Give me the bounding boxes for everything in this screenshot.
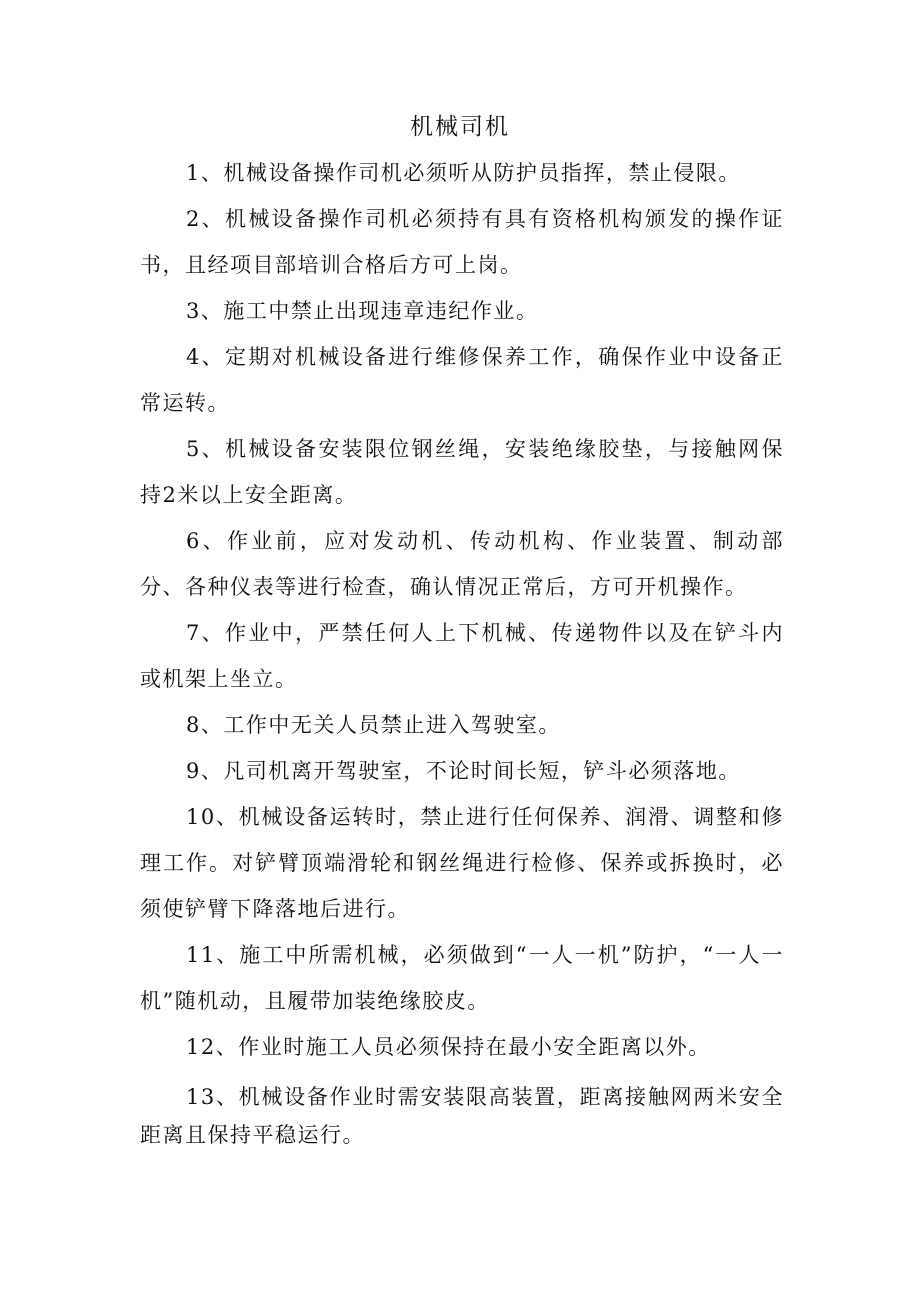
rule-item-5: 5、机械设备安装限位钢丝绳，安装绝缘胶垫，与接触网保持2米以上安全距离。 bbox=[140, 437, 784, 507]
rule-item-9: 9、凡司机离开驾驶室，不论时间长短，铲斗必须落地。 bbox=[186, 759, 741, 783]
rule-item-7: 7、作业中，严禁任何人上下机械、传递物件以及在铲斗内或机架上坐立。 bbox=[140, 621, 784, 691]
rule-item-2: 2、机械设备操作司机必须持有具有资格机构颁发的操作证书，且经项目部培训合格后方可上岗。 bbox=[140, 207, 784, 277]
rule-item-10: 10、机械设备运转时，禁止进行任何保养、润滑、调整和修理工作。对铲臂顶端滑轮和钢丝绳进行检修、保养或拆换时，必须使铲臂下降落地后进行。 bbox=[140, 805, 784, 921]
document-body bbox=[140, 150, 784, 1154]
rule-item-12: 12、作业时施工人员必须保持在最小安全距离以外。 bbox=[186, 1035, 711, 1059]
rule-item-11: 11、施工中所需机械，必须做到“一人一机”防护，“一人一机”随机动，且履带加装绝缘胶皮。 bbox=[140, 943, 784, 1013]
page-title: 机械司机 bbox=[410, 114, 510, 140]
rule-item-4: 4、定期对机械设备进行维修保养工作，确保作业中设备正常运转。 bbox=[140, 345, 784, 415]
rule-item-3: 3、施工中禁止出现违章违纪作业。 bbox=[186, 299, 539, 323]
rule-item-13: 13、机械设备作业时需安装限高装置，距离接触网两米安全距离且保持平稳运行。 bbox=[140, 1085, 784, 1147]
rule-item-1: 1、机械设备操作司机必须听从防护员指挥，禁止侵限。 bbox=[186, 161, 741, 185]
rule-item-6: 6、作业前，应对发动机、传动机构、作业装置、制动部分、各种仪表等进行检查，确认情况正常后，方可开机操作。 bbox=[140, 529, 784, 599]
rule-item-8: 8、工作中无关人员禁止进入驾驶室。 bbox=[186, 713, 561, 737]
